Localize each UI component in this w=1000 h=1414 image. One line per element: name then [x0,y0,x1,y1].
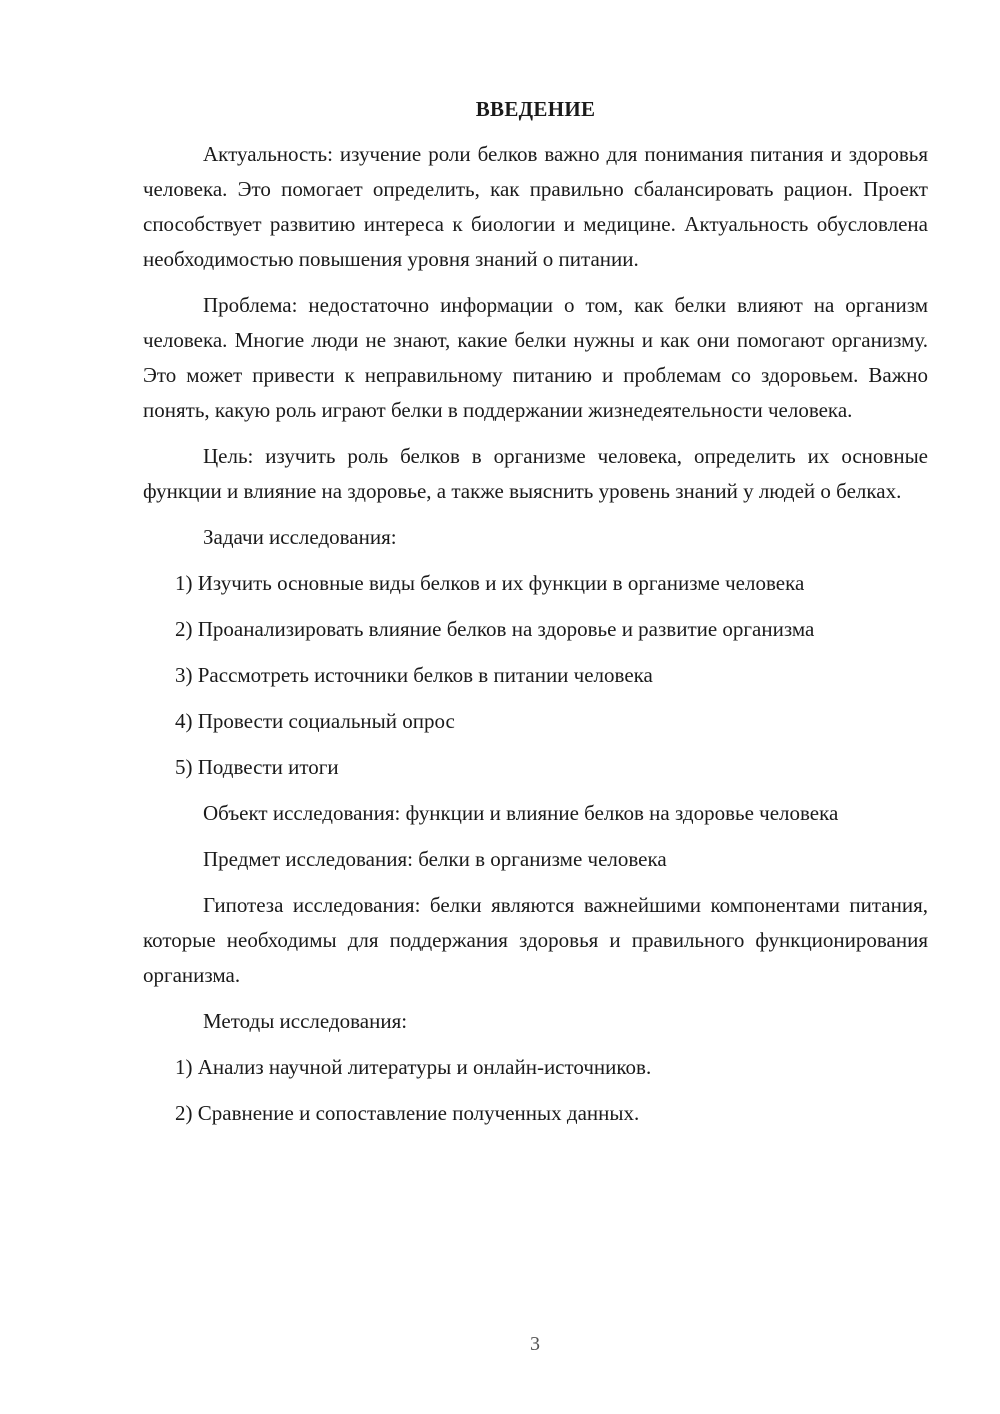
subject-paragraph: Предмет исследования: белки в организме человека [203,847,667,871]
task-item-3: 3) Рассмотреть источники белков в питании человека [175,663,653,687]
method-item-1: 1) Анализ научной литературы и онлайн-источников. [175,1055,652,1079]
task-item-4: 4) Провести социальный опрос [175,709,455,733]
task-item-5: 5) Подвести итоги [175,755,339,779]
relevance-paragraph: Актуальность: изучение роли белков важно для понимания питания и здоровья человека. Это помогает определить, как правильно сбалансировать рацион. Проект способствует развитию интереса к биологии и медицине. Актуальность обусловлена необходимостью повышения уровня знаний о питании. [143,142,928,271]
method-item-2: 2) Сравнение и сопоставление полученных данных. [175,1101,640,1125]
section-title: ВВЕДЕНИЕ [475,97,596,121]
page-content [143,92,928,1142]
page-number: 3 [530,1333,540,1355]
methods-heading: Методы исследования: [203,1009,408,1033]
task-item-2: 2) Проанализировать влияние белков на здоровье и развитие организма [175,617,815,641]
tasks-heading: Задачи исследования: [203,525,397,549]
object-paragraph: Объект исследования: функции и влияние белков на здоровье человека [203,801,839,825]
hypothesis-paragraph: Гипотеза исследования: белки являются важнейшими компонентами питания, которые необходимы для поддержания здоровья и правильного функционирования организма. [143,893,928,987]
problem-paragraph: Проблема: недостаточно информации о том, как белки влияют на организм человека. Многие люди не знают, какие белки нужны и как они помогают организму. Это может привести к неправильному питанию и проблемам со здоровьем. Важно понять, какую роль играют белки в поддержании жизнедеятельности человека. [143,293,928,422]
goal-paragraph: Цель: изучить роль белков в организме человека, определить их основные функции и влияние на здоровье, а также выяснить уровень знаний у людей о белках. [143,444,928,503]
task-item-1: 1) Изучить основные виды белков и их функции в организме человека [175,571,805,595]
